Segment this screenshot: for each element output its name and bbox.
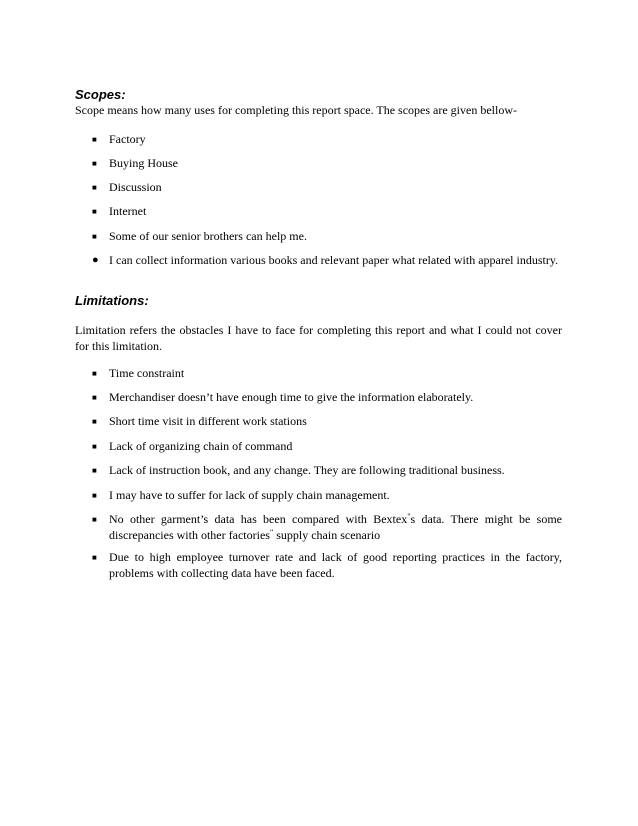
list-item <box>92 414 562 430</box>
square-bullet-icon: ■ <box>92 491 97 500</box>
item-text-part: supply chain scenario <box>273 527 381 542</box>
square-bullet-icon: ■ <box>92 442 97 451</box>
scopes-heading: Scopes: <box>75 87 126 102</box>
limitations-heading: Limitations: <box>75 293 149 308</box>
list-item-text: Due to high employee turnover rate and lack of good reporting practices in the factory, problems with collecting data have been faced. <box>109 550 562 580</box>
list-item <box>92 390 562 406</box>
list-item-text: I can collect information various books and relevant paper what related with apparel industry. <box>109 253 559 267</box>
item-text-part: No other garment’s data has been compared with Bextex <box>109 512 408 526</box>
square-bullet-icon: ■ <box>92 159 97 168</box>
list-item <box>92 229 562 245</box>
limitations-intro: Limitation refers the obstacles I have to face for completing this report and what I could not cover for this limitation. <box>75 323 562 353</box>
superscript-mark: " <box>269 527 274 537</box>
list-item <box>92 180 562 196</box>
scopes-intro: Scope means how many uses for completing this report space. The scopes are given bellow- <box>75 103 517 117</box>
list-item-text: Some of our senior brothers can help me. <box>109 229 307 243</box>
square-bullet-icon: ■ <box>92 369 97 378</box>
list-item <box>92 132 562 148</box>
list-item <box>92 550 562 581</box>
superscript-mark: " <box>407 512 411 521</box>
square-bullet-icon: ■ <box>92 417 97 426</box>
list-item <box>92 512 562 543</box>
list-item-text: Lack of organizing chain of command <box>109 439 293 453</box>
list-item-text: Buying House <box>109 156 178 170</box>
list-item-text <box>109 512 562 543</box>
square-bullet-icon: ■ <box>92 393 97 402</box>
round-bullet-icon: ● <box>92 254 99 266</box>
square-bullet-icon: ■ <box>92 207 97 216</box>
list-item <box>92 253 562 269</box>
square-bullet-icon: ■ <box>92 135 97 144</box>
list-item-text: Discussion <box>109 180 162 194</box>
list-item <box>92 204 562 220</box>
list-item <box>92 463 562 479</box>
list-item <box>92 366 562 382</box>
square-bullet-icon: ■ <box>92 515 97 524</box>
list-item <box>92 439 562 455</box>
square-bullet-icon: ■ <box>92 553 97 562</box>
list-item <box>92 488 562 504</box>
square-bullet-icon: ■ <box>92 466 97 475</box>
list-item-text: Short time visit in different work stations <box>109 414 307 428</box>
list-item-text: Factory <box>109 132 146 146</box>
list-item-text: Internet <box>109 204 147 218</box>
list-item <box>92 156 562 172</box>
list-item-text: Lack of instruction book, and any change. They are following traditional business. <box>109 463 505 477</box>
list-item-text: Time constraint <box>109 366 185 380</box>
list-item-text: Merchandiser doesn’t have enough time to give the information elaborately. <box>109 390 474 404</box>
square-bullet-icon: ■ <box>92 232 97 241</box>
item-text-part: s data. There might be some discrepancies with other factories <box>109 512 562 542</box>
list-item-text: I may have to suffer for lack of supply chain management. <box>109 488 390 502</box>
square-bullet-icon: ■ <box>92 183 97 192</box>
